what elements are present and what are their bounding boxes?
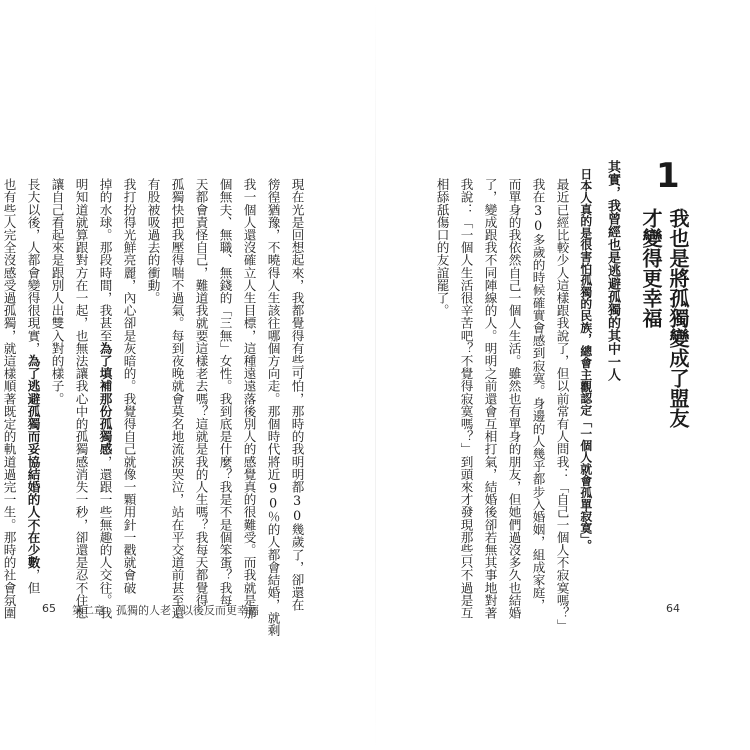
chapter-number: 1	[656, 156, 680, 196]
body-line: 而單身的我依然自己一個人生活。雖然也有單身的朋友，但她們過沒多久也結婚	[506, 178, 522, 619]
chapter-title-line1: 我也是將孤獨變成了盟友	[666, 208, 690, 428]
body-line: 我一個人還沒確立人生目標，這種遠遠落後別人的感覺真的很難受。而我就是那	[241, 178, 257, 619]
body-line: 天都會責怪自己，難道我就要這樣老去嗎？這就是我的人生嗎？我每天都覺得	[193, 178, 209, 607]
body-line: 讓自己看起來是跟別人出雙入對的樣子。	[49, 178, 65, 405]
body-line: 相舔舐傷口的友誼罷了。	[434, 178, 450, 317]
body-line-emphasis: 長大以後，人都會變得很現實，為了逃避孤獨而妥協結婚的人不在少數，但	[25, 178, 41, 594]
body-line: 也有些人完全沒感受過孤獨，就這樣順著既定的軌道過完一生。那時的社會氛圍	[1, 178, 17, 619]
body-line-emphasis: 掉的水球。那段時間，我甚至為了填補那份孤獨感，還跟一些無趣的人交往。我	[97, 178, 113, 620]
body-line: 了，變成跟我不同陣線的人。明明之前還會互相打氣，結婚後卻若無其事地對著	[482, 178, 498, 619]
page-gutter	[375, 0, 376, 750]
body-line: 我說：「一個人生活很辛苦吧？不覺得寂寞嗎？」到頭來才發現那些只不過是互	[458, 178, 474, 619]
body-line: 個無夫、無職、無錢的「三無」女性。我到底是什麼？我是不是個笨蛋？我每	[217, 178, 233, 607]
lead-quote: 日本人真的是很害怕孤獨的民族，總會主觀認定「一個人就會孤單寂寞」。	[578, 168, 593, 552]
emphasis-phrase: 為了填補那份孤獨感	[97, 341, 113, 456]
body-line: 最近已經比較少人這樣跟我說了，但以前常有人問我：「自己一個人不寂寞嗎？」	[554, 178, 570, 632]
page-number-left: 65	[42, 602, 56, 615]
body-line: 明知道就算跟對方在一起，也無法讓我心中的孤獨感消失一秒，卻還是忍不住想	[73, 178, 89, 619]
body-line: 我打扮得光鮮亮麗，內心卻是灰暗的。我覺得自己就像一顆用針一戳就會破	[121, 178, 137, 594]
section-subheading: 其實，我曾經也是逃避孤獨的其中一人	[605, 160, 620, 381]
running-head: 第二章 孤獨的人老了以後反而更幸福	[72, 604, 259, 617]
emphasis-phrase: 為了逃避孤獨而妥協結婚的人不在少數	[25, 354, 41, 569]
body-line: 現在光是回想起來，我都覺得有些可怕，那時的我明明都30幾歲了，卻還在	[289, 178, 305, 612]
body-line: 徬徨猶豫，不曉得人生該往哪個方向走。那個時代將近90％的人都會結婚，就剩	[265, 178, 281, 637]
body-line: 孤獨快把我壓得喘不過氣。每到夜晚就會莫名地流淚哭泣，站在平交道前甚至還	[169, 178, 185, 619]
body-line: 有股被吸過去的衝動。	[145, 178, 161, 304]
chapter-title-line2: 才變得更幸福	[639, 208, 663, 328]
body-line: 我在30多歲的時候確實會感到寂寞。身邊的人幾乎都步入婚姻，組成家庭，	[530, 178, 546, 612]
page-number-right: 64	[666, 602, 680, 615]
